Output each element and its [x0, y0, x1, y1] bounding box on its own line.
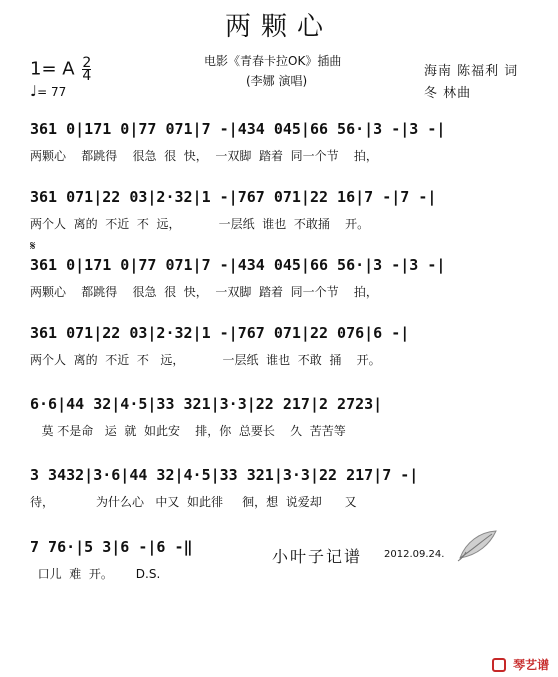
transcriber-signature: 小叶子记谱: [272, 547, 363, 566]
lyric-line: 口儿 难 开。 D.S.: [30, 567, 161, 581]
staff-1: [30, 118, 530, 165]
lyricist-credit: 海南 陈福利 词: [424, 64, 519, 79]
tempo-marking: [30, 82, 66, 100]
lyric-line: 两个人 离的 不近 不 远， 一层纸 谁也 不敢捅 开。: [30, 217, 370, 231]
staff-2: [30, 186, 530, 233]
notation-line: 7 76·|5 3|6 -|6 -‖: [30, 538, 193, 556]
time-signature-top: 2: [82, 55, 92, 71]
staff-6: [30, 464, 530, 511]
singer-credit: (李娜 演唱): [246, 74, 308, 88]
time-signature: [82, 57, 91, 82]
watermark-text: 琴艺谱: [513, 658, 550, 672]
leaf-icon: [456, 528, 498, 562]
key-signature: [30, 57, 91, 82]
notation-line: 6·6|44 32|4·5|33 321|3·3|22 217|2 2723|: [30, 395, 383, 413]
lyric-line: 莫 不是命 运 就 如此安 排，你 总要长 久 苦苦等: [30, 424, 346, 438]
staff-3: [30, 240, 530, 301]
tempo-value: = 77: [37, 85, 67, 99]
song-title: 两颗心: [224, 12, 333, 42]
staff-7: [30, 536, 270, 583]
notation-line: 361 0|171 0|77 071|7 -|434 045|66 56·|3 -|3 -|: [30, 120, 446, 138]
transcription-date: 2012.09.24.: [384, 549, 445, 560]
staff-4: [30, 322, 530, 369]
lyric-line: 待， 为什么心 中又 如此徘 徊，想 说爱却 又: [30, 495, 357, 509]
notation-line: 361 0|171 0|77 071|7 -|434 045|66 56·|3 -|3 -|: [30, 256, 446, 274]
lyric-line: 两颗心 都跳得 很急 很 快， 一双脚 踏着 同一个节 拍，: [30, 285, 378, 299]
notation-line: 361 071|22 03|2·32|1 -|767 071|22 16|7 -|7 -|: [30, 188, 437, 206]
quarter-note-icon: ♩: [30, 82, 38, 100]
staff-5: [30, 393, 530, 440]
composer-credit: 冬 林曲: [424, 86, 472, 101]
lyric-line: 两颗心 都跳得 很急 很 快， 一双脚 踏着 同一个节 拍，: [30, 149, 378, 163]
site-watermark: [492, 654, 549, 673]
watermark-logo-icon: [492, 658, 506, 672]
segno-icon: 𝄋: [30, 239, 36, 254]
notation-line: 3 3432|3·6|44 32|4·5|33 321|3·3|22 217|7 -|: [30, 466, 419, 484]
time-signature-bottom: 4: [82, 68, 92, 84]
notation-line: 361 071|22 03|2·32|1 -|767 071|22 076|6 -|: [30, 324, 410, 342]
lyric-line: 两个人 离的 不近 不 远， 一层纸 谁也 不敢 捅 开。: [30, 353, 381, 367]
film-credit: 电影《青春卡拉OK》插曲: [204, 54, 342, 68]
key-label: 1= A: [30, 58, 75, 80]
